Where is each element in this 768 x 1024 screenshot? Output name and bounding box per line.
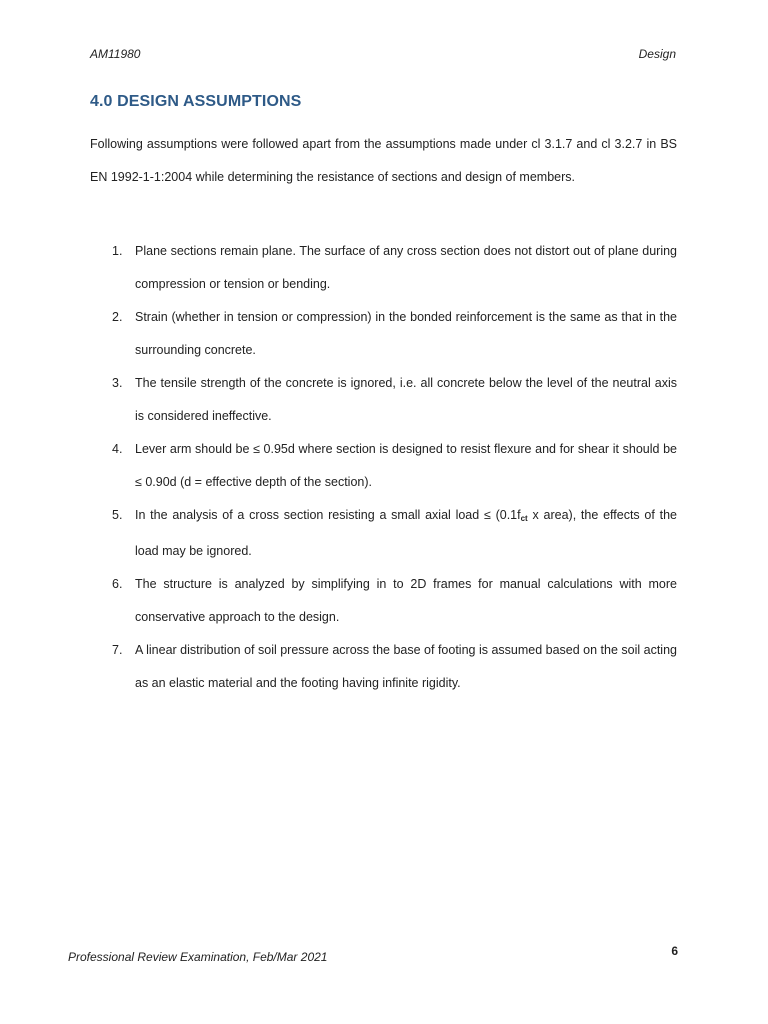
assumption-text: Strain (whether in tension or compression) in the bonded reinforcement is the same as that in the surrounding concrete. (135, 310, 677, 357)
intro-paragraph: Following assumptions were followed apart from the assumptions made under cl 3.1.7 and cl 3.2.7 in BS EN 1992-1-1:2004 while determining the resistance of sections and design of members. (90, 137, 677, 184)
assumptions-list (90, 235, 677, 700)
header-section-name: Design (638, 47, 676, 61)
assumption-text: Lever arm should be ≤ 0.95d where section is designed to resist flexure and for shear it should be ≤ 0.90d (d = effective depth of the section). (135, 442, 677, 489)
assumption-item (90, 634, 677, 700)
assumption-number: 3. (112, 376, 123, 390)
assumption-number: 4. (112, 442, 123, 456)
assumption-text: The structure is analyzed by simplifying in to 2D frames for manual calculations with more conservative approach to the design. (135, 577, 677, 624)
assumption-item (90, 367, 677, 433)
assumption-number: 5. (112, 508, 123, 522)
assumption-number: 1. (112, 244, 123, 258)
assumption-text-after: x area), the effects of the load may be ignored. (135, 508, 677, 558)
assumption-text: A linear distribution of soil pressure across the base of footing is assumed based on the soil acting as an elastic material and the footing having infinite rigidity. (135, 643, 677, 690)
assumption-text: Plane sections remain plane. The surface of any cross section does not distort out of plane during compression or tension or bending. (135, 244, 677, 291)
assumption-text-before: In the analysis of a cross section resisting a small axial load ≤ (0.1f (135, 508, 521, 522)
assumption-number: 6. (112, 577, 123, 591)
assumption-text: The tensile strength of the concrete is ignored, i.e. all concrete below the level of the neutral axis is considered ineffective. (135, 376, 677, 423)
header-document-id: AM11980 (90, 47, 141, 61)
assumption-number: 7. (112, 643, 123, 657)
footer-exam-title: Professional Review Examination, Feb/Mar 2021 (68, 950, 328, 964)
assumption-item (90, 568, 677, 634)
page-number: 6 (671, 944, 678, 958)
assumption-subscript: ct (520, 514, 528, 523)
assumption-number: 2. (112, 310, 123, 324)
assumption-item (90, 301, 677, 367)
section-heading: 4.0 DESIGN ASSUMPTIONS (90, 93, 302, 110)
assumption-item (90, 499, 677, 568)
assumption-item (90, 235, 677, 301)
assumption-item (90, 433, 677, 499)
